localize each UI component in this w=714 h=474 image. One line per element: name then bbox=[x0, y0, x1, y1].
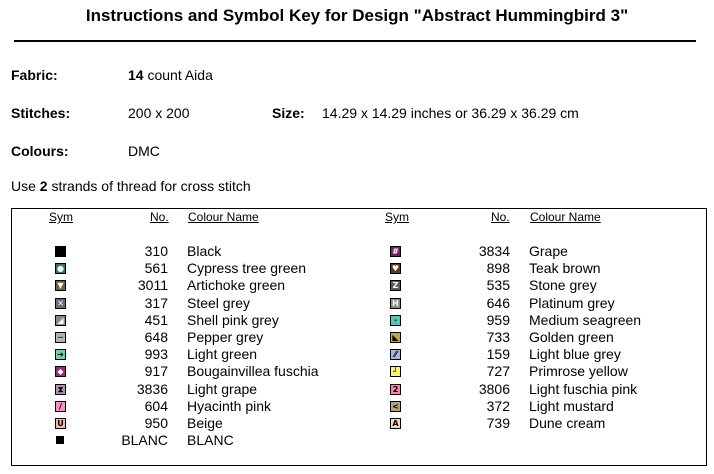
fabric-count: 14 bbox=[128, 67, 144, 83]
dmc-number: 993 bbox=[144, 346, 168, 362]
colour-name: Dune cream bbox=[529, 415, 606, 431]
dmc-number: 372 bbox=[486, 398, 510, 414]
stitches-label: Stitches: bbox=[11, 105, 71, 121]
colour-name: Light blue grey bbox=[529, 346, 621, 362]
colour-name: Grape bbox=[529, 243, 568, 259]
header-sym-left: Sym bbox=[49, 210, 73, 224]
fabric-label: Fabric: bbox=[11, 67, 58, 83]
dmc-number: 317 bbox=[144, 295, 168, 311]
instruction-post: strands of thread for cross stitch bbox=[47, 178, 251, 194]
header-no-left: No. bbox=[150, 210, 169, 224]
symbol-swatch: ┘ bbox=[390, 366, 401, 377]
title-divider bbox=[14, 40, 696, 42]
symbol-swatch: 2 bbox=[390, 384, 401, 395]
strand-count: 2 bbox=[39, 178, 48, 194]
colour-name: Shell pink grey bbox=[187, 312, 279, 328]
dmc-number: 535 bbox=[486, 277, 510, 293]
dmc-number: 646 bbox=[486, 295, 510, 311]
colour-name: Medium seagreen bbox=[529, 312, 642, 328]
dmc-number: 3011 bbox=[137, 277, 168, 293]
colour-name: Teak brown bbox=[529, 260, 601, 276]
dmc-number: 451 bbox=[144, 312, 168, 328]
colour-name: Platinum grey bbox=[529, 295, 615, 311]
symbol-swatch bbox=[56, 436, 64, 444]
symbol-swatch: ◆ bbox=[55, 366, 66, 377]
dmc-number: 3836 bbox=[136, 381, 168, 397]
dmc-number: 917 bbox=[144, 363, 168, 379]
stitches-value: 200 x 200 bbox=[128, 105, 190, 121]
header-name-right: Colour Name bbox=[530, 210, 601, 224]
thread-instruction bbox=[11, 178, 251, 194]
dmc-number: 648 bbox=[144, 329, 168, 345]
dmc-number: 604 bbox=[144, 398, 168, 414]
symbol-swatch: · bbox=[390, 315, 401, 326]
dmc-number: 561 bbox=[144, 260, 168, 276]
symbol-swatch: Z bbox=[390, 280, 401, 291]
dmc-number: 739 bbox=[486, 415, 510, 431]
symbol-swatch: ● bbox=[55, 263, 66, 274]
header-no-right: No. bbox=[491, 210, 510, 224]
symbol-swatch: H bbox=[390, 298, 401, 309]
dmc-number: 950 bbox=[144, 415, 168, 431]
colour-name: Light mustard bbox=[529, 398, 614, 414]
symbol-swatch: ♥ bbox=[391, 263, 400, 273]
dmc-number: 3834 bbox=[478, 243, 510, 259]
symbol-swatch: ✕ bbox=[55, 298, 66, 309]
symbol-swatch: U bbox=[55, 418, 66, 429]
colour-name: Light grape bbox=[187, 381, 258, 397]
dmc-number: 898 bbox=[486, 260, 510, 276]
colour-name: Golden green bbox=[529, 329, 614, 345]
header-name-left: Colour Name bbox=[188, 210, 259, 224]
symbol-swatch: / bbox=[55, 401, 66, 412]
size-value: 14.29 x 14.29 inches or 36.29 x 36.29 cm bbox=[322, 105, 579, 121]
colour-name: Pepper grey bbox=[187, 329, 264, 345]
symbol-swatch: < bbox=[390, 401, 401, 412]
size-label: Size: bbox=[272, 105, 305, 121]
symbol-swatch bbox=[55, 246, 66, 257]
symbol-swatch: ◣ bbox=[390, 332, 401, 343]
colours-value: DMC bbox=[128, 143, 160, 159]
dmc-number: 727 bbox=[486, 363, 510, 379]
instruction-pre: Use bbox=[11, 178, 40, 194]
dmc-number: BLANC bbox=[121, 432, 168, 448]
dmc-number: 3806 bbox=[478, 381, 510, 397]
colour-name: Beige bbox=[187, 415, 223, 431]
fabric-value bbox=[128, 67, 213, 83]
colour-name: BLANC bbox=[187, 432, 234, 448]
symbol-swatch: ─ bbox=[55, 332, 66, 343]
colour-name: Light fuschia pink bbox=[529, 381, 638, 397]
symbol-swatch: ◢ bbox=[55, 315, 66, 326]
page-title: Instructions and Symbol Key for Design "Abstract Hummingbird 3" bbox=[85, 6, 629, 25]
colour-name: Artichoke green bbox=[187, 277, 286, 293]
colour-name: Steel grey bbox=[187, 295, 251, 311]
symbol-swatch: ▼ bbox=[55, 280, 66, 291]
colour-name: Stone grey bbox=[529, 277, 597, 293]
symbol-swatch: ⧗ bbox=[55, 384, 66, 395]
colour-name: Hyacinth pink bbox=[187, 398, 272, 414]
colour-name: Bougainvillea fuschia bbox=[187, 363, 319, 379]
dmc-number: 310 bbox=[144, 243, 168, 259]
symbol-swatch: A bbox=[390, 418, 401, 429]
fabric-type: count Aida bbox=[143, 67, 213, 83]
dmc-number: 159 bbox=[486, 346, 510, 362]
symbol-swatch: ➔ bbox=[55, 349, 66, 360]
dmc-number: 733 bbox=[486, 329, 510, 345]
colour-name: Primrose yellow bbox=[529, 363, 628, 379]
colours-label: Colours: bbox=[11, 143, 69, 159]
colour-name: Light green bbox=[187, 346, 258, 362]
dmc-number: 959 bbox=[486, 312, 510, 328]
symbol-swatch: # bbox=[390, 246, 401, 257]
symbol-swatch: ⁄⁄ bbox=[390, 349, 401, 360]
header-sym-right: Sym bbox=[385, 210, 409, 224]
colour-name: Cypress tree green bbox=[187, 260, 307, 276]
colour-name: Black bbox=[187, 243, 222, 259]
